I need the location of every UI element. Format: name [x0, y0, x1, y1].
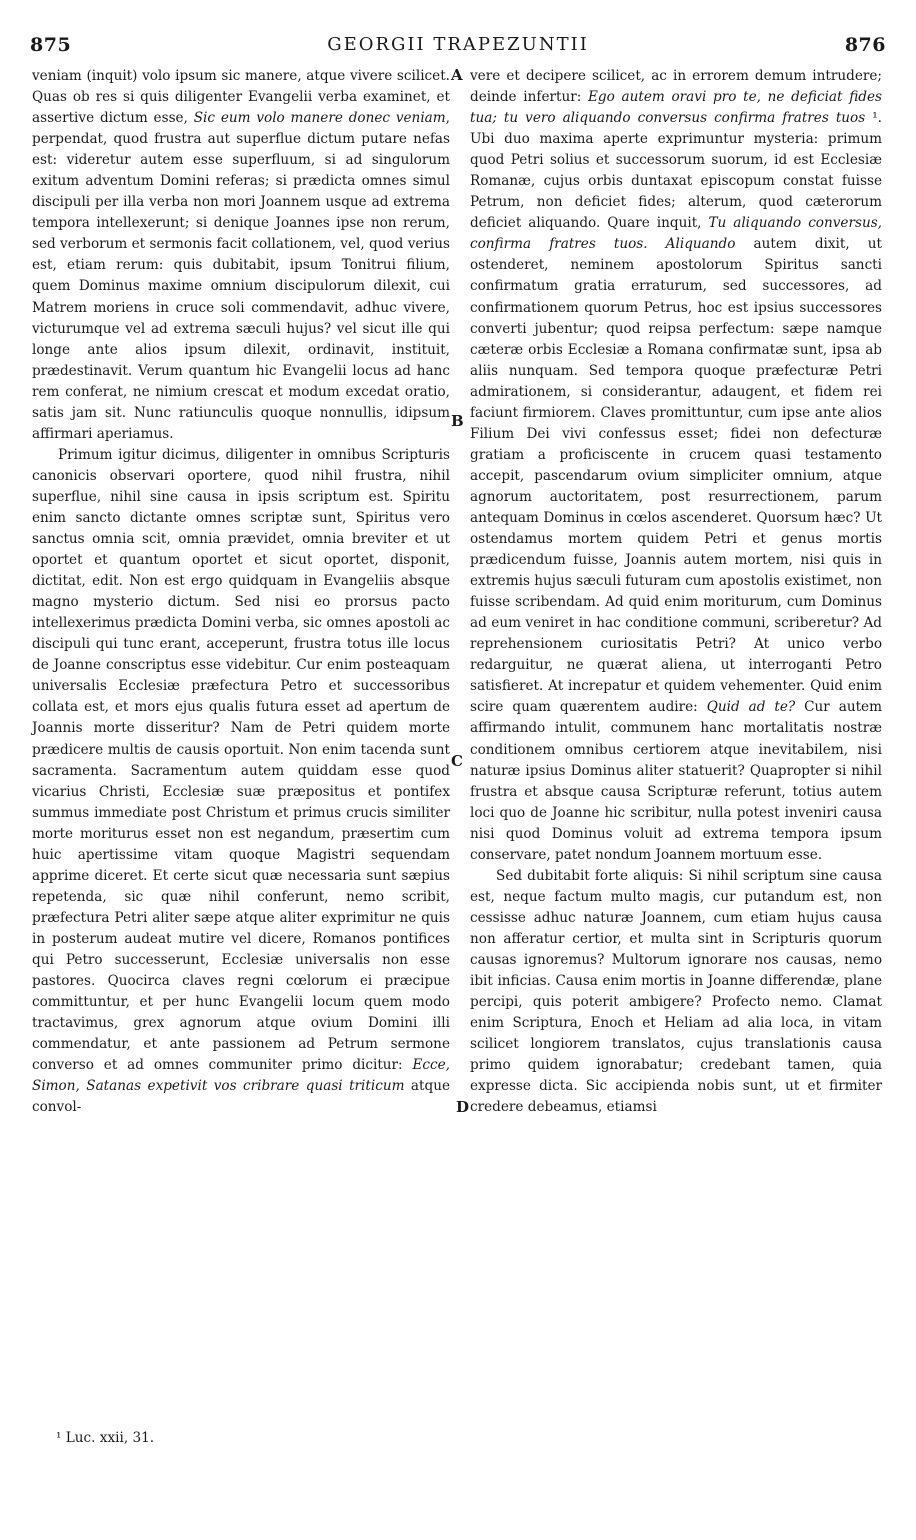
page-number-left: 875 — [30, 34, 72, 56]
left-column — [32, 66, 450, 1118]
text-run: Primum igitur dicimus, diligenter in omnibus Scripturis canonicis observari oportere, quod nihil frustra, nihil superflue, nihil sine causa in ipsis scriptum est. Spiritu enim sancto dictante omnes scriptæ sunt, Spiritus vero sanctus omnia scit, omnia prævidet, omnia breviter et ut oportet et quantum oportet et sicut oportet, disponit, dictitat, edit. Non est ergo quidquam in Evangeliis absque magno mysterio dictum. Sed nisi eo prorsus pacto intellexerimus prædicta Domini verba, sic omnes apostoli ac discipuli qui tunc erant, acceperunt, frustra totus ille locus de Joanne conscriptus esse videbitur. Cur enim posteaquam universalis Ecclesiæ præfectura Petro et successoribus collata est, et mors ejus qualis futura esset ad apertum de Joannis morte disseritur? Nam de Petri quidem morte prædicere multis de causis oportuit. Non enim tacenda sunt sacramenta. Sacramentum autem quiddam esse quod vicarius Christi, Ecclesiæ suæ præpositus et pontifex summus immediate post Christum et primus crucis similiter morte moriturus esset non est negandum, præsertim cum huic apertissime vitam quoque Magistri sequendam apprime diceret. Et certe sicut quæ necessaria sunt sæpius repetenda, sic quæ nihil conferunt, nemo scribit, præfectura Petri aliter sæpe atque aliter exprimitur ne quis in posterum audeat mutire vel dicere, Romanos pontifices qui Petro successerunt, Ecclesiæ universalis non esse pastores. Quocirca claves regni cœlorum ei præcipue committuntur, et per hunc Evangelii locum quem modo tractavimus, grex agnorum atque ovium Domini illi commendatur, et ante passionem ad Petrum sermone converso et ad omnes communiter primo dicitur: — [32, 446, 450, 1074]
footnote: ¹ Luc. xxii, 31. — [56, 1430, 155, 1446]
italic-text: Sic eum volo manere donec veniam — [193, 110, 446, 127]
section-marker-c: C — [451, 752, 463, 770]
page-number-right: 876 — [844, 34, 886, 56]
text-run: Cur autem affirmando intulit, communem hanc mortalitatis nostræ conditionem omnibus certiorem atque inevitabilem, nisi naturæ ipsius Dominus aliter statuerit? Quapropter si nihil frustra et absque causa Scripturæ referunt, totius autem loci quo de Joanne hic scribitur, nulla potest inveniri causa nisi quod Dominus voluit ad extrema tempora ipsum conservare, patet nondum Joannem mortuum esse. — [470, 699, 882, 863]
section-marker-d: D — [456, 1098, 470, 1116]
paragraph — [32, 66, 450, 445]
text-run: , perpendat, quod frustra aut superflue dictum putare nefas est: videretur autem esse superfluum, si ad singulorum exitum adventum Domini referas; si prædicta omnes simul discipuli per illa verba non mori Joannem usque ad extrema tempora intellexerunt; si denique Joannes ipse non rerum, sed verborum et sermonis facit collationem, vel, quod verius est, etiam rerum: quis dubitabit, ipsum Tonitrui filium, quem Dominus maxime omnium discipulorum dilexit, cui Matrem moriens in cruce soli commendavit, adhuc vivere, victurumque vel ad extrema sæculi hujus? vel sicut ille qui longe ante alios ipsum dilexit, ordinavit, instituit, prædestinavit. Verum quantum hic Evangelii locus ad hanc rem conferat, ne nimium crescat et modum excedat oratio, satis jam sit. Nunc ratiunculis quoque nonnullis, idipsum affirmari aperiamus. — [32, 110, 450, 442]
paragraph — [470, 866, 882, 1119]
text-run: vere et decipere scilicet, ac in errorem demum intrudere; deinde infertur: — [470, 68, 882, 106]
text-run: ¹. Ubi duo maxima aperte exprimuntur mysteria: primum quod Petri solius et successorum suorum, id est Ecclesiæ Romanæ, cujus orbis duntaxat episcopum constat fuisse Petrum, non deficiet fides; alterum, quod cæterorum deficiet aliquando. Quare inquit, — [470, 110, 883, 232]
paragraph — [470, 66, 882, 866]
italic-text: Tu aliquando conversus, confirma fratres tuos. Aliquando — [470, 215, 882, 253]
italic-text: Quid ad te? — [706, 699, 796, 716]
section-marker-a: A — [451, 66, 463, 84]
text-run: autem dixit, ut ostenderet, neminem apostolorum Spiritus sancti confirmatum gratia erraturum, sed successores, ad confirmationem quorum Petrus, hoc est ipsius successores converti jubentur; quod reipsa perfectum: sæpe namque cæteræ orbis Ecclesiæ a Romana confirmatæ sunt, ipsa ab aliis nunquam. Sed tempora quoque præfecturæ Petri admirationem, si considerantur, adaugent, et fidem rei faciunt firmiorem. Claves promittuntur, cum ipse ante alios Filium Dei vivi confessus esset; fidei non defecturæ gratiam a proficiscente in crucem quasi testamento accepit, pascendarum ovium simpliciter omnium, atque agnorum auctoritatem, post resurrectionem, parum antequam Dominus in cœlos ascenderet. Quorsum hæc? Ut ostendamus mortem quidem Petri et genus mortis prædicendum fuisse, Joannis autem mortem, nisi quis in extremis hujus sæculi futuram cum apostolis existimet, non fuisse scribendam. Ad quid enim moriturum, cum Dominus ad eum veniret in hac conditione communi, scriberetur? Ad reprehensionem curiositatis Petri? At unico verbo redarguitur, ne quærat aliena, ut interroganti Petro satisfieret. At increpatur et quidem vehementer. Quid enim scire quam quærentem audire: — [470, 236, 882, 716]
section-marker-b: B — [451, 412, 464, 430]
text-run: atque convol- — [32, 1078, 450, 1116]
text-run: veniam (inquit) volo ipsum sic manere, atque vivere scilicet. Quas ob res si quis diligenter Evangelii verba examinet, et assertive dictum esse, — [32, 68, 450, 127]
italic-text: Ecce, Simon, Satanas expetivit vos cribrare quasi triticum — [32, 1057, 450, 1095]
running-title: GEORGII TRAPEZUNTII — [327, 34, 589, 55]
running-header — [30, 34, 886, 64]
right-column — [470, 66, 882, 1118]
italic-text: Ego autem oravi pro te, ne deficiat fides tua; tu vero aliquando conversus confirma fratres tuos — [470, 89, 882, 127]
paragraph — [32, 445, 450, 1119]
text-run: Sed dubitabit forte aliquis: Si nihil scriptum sine causa est, neque factum multo magis, cur putandum est, non cessisse adhuc naturæ Joannem, cum etiam hujus causa non afferatur certior, et multa sint in Scripturis quorum causas ignoremus? Multorum ignorare nos causas, nemo ibit inficias. Causa enim mortis in Joanne differendæ, plane percipi, quis poterit ambigere? Profecto nemo. Clamat enim Scriptura, Enoch et Heliam ad alia loca, in vitam scilicet longiorem translatos, cujus translationis causa primo quidem ignorabatur; credebant tamen, quia expresse dicta. Sic accipienda nobis sunt, ut et firmiter credere debeamus, etiamsi — [470, 867, 882, 1116]
